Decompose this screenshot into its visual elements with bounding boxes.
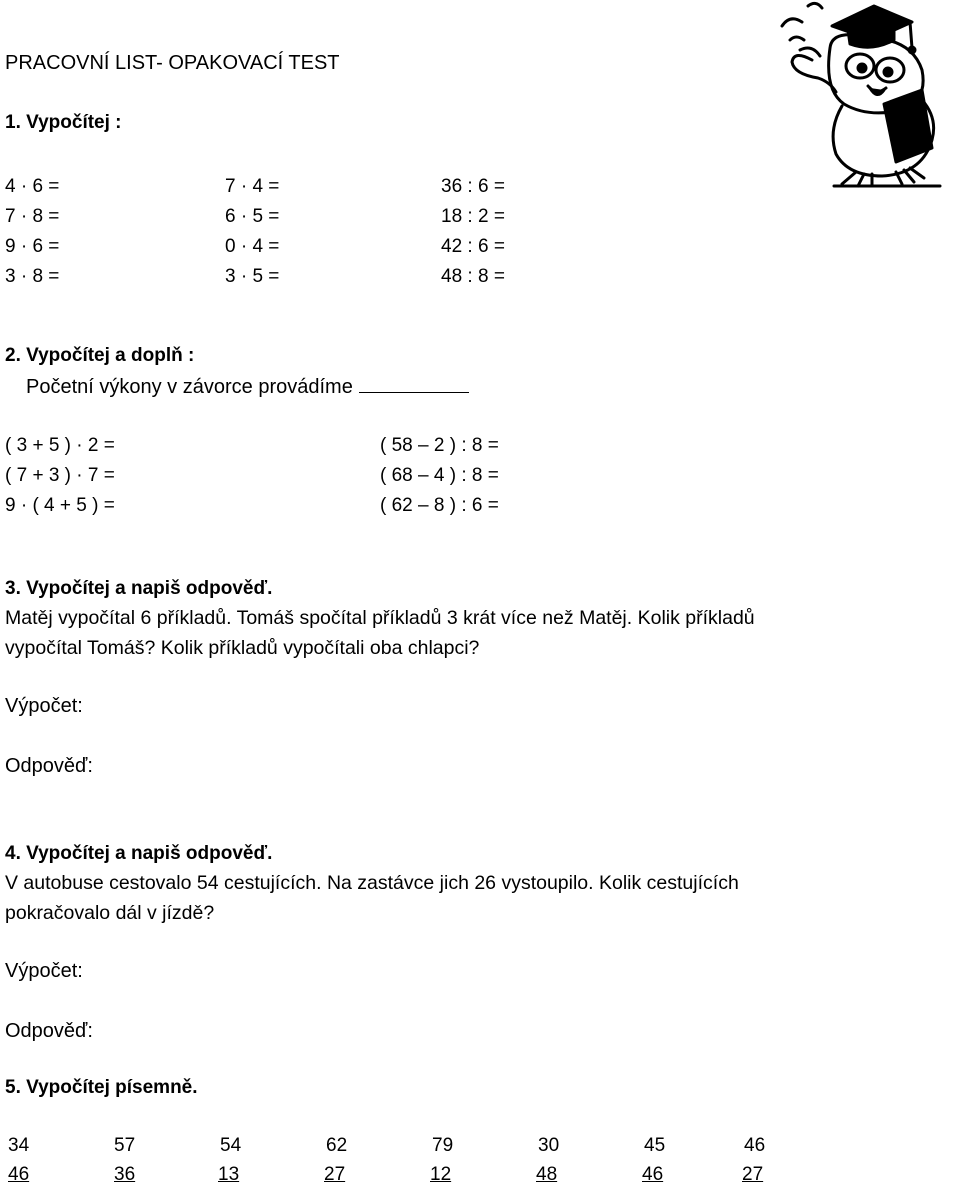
page-title: PRACOVNÍ LIST- OPAKOVACÍ TEST [5, 52, 340, 74]
exercise: 3 · 5 = [225, 266, 280, 287]
top-number: 79 [432, 1135, 454, 1156]
exercise: 48 : 8 = [441, 266, 505, 287]
top-number: 30 [538, 1135, 560, 1156]
exercise: 0 · 4 = [225, 236, 280, 257]
exercise: 36 : 6 = [441, 176, 505, 197]
top-number: 46 [744, 1135, 766, 1156]
task3-text-line1: Matěj vypočítal 6 příkladů. Tomáš spočítal příkladů 3 krát více než Matěj. Kolik příkladů [5, 607, 755, 629]
exercise: 7 · 8 = [5, 206, 60, 227]
top-number: 62 [326, 1135, 348, 1156]
task4-answer-label: Odpověď: [5, 1020, 93, 1042]
bottom-number: 13 [218, 1164, 240, 1185]
top-number: 57 [114, 1135, 136, 1156]
task4-text-line2: pokračovalo dál v jízdě? [5, 902, 215, 924]
task2-heading: 2. Vypočítej a doplň : [5, 345, 195, 366]
task1-col2 [225, 172, 279, 292]
exercise: ( 3 + 5 ) · 2 = [5, 435, 115, 456]
top-number: 45 [644, 1135, 666, 1156]
exercise: ( 68 – 4 ) : 8 = [380, 465, 499, 486]
task3-answer-label: Odpověď: [5, 755, 93, 777]
task3-calc-label: Výpočet: [5, 695, 83, 717]
task2-col2 [380, 431, 499, 521]
bottom-number: 27 [742, 1164, 764, 1185]
top-number: 34 [8, 1135, 30, 1156]
task1-col1 [5, 172, 59, 292]
exercise: ( 7 + 3 ) · 7 = [5, 465, 115, 486]
answer-blank [359, 374, 469, 393]
task4-calc-label: Výpočet: [5, 960, 83, 982]
task2-subtitle [26, 374, 469, 399]
exercise: 9 · 6 = [5, 236, 60, 257]
bottom-number: 48 [536, 1164, 558, 1185]
exercise: 9 · ( 4 + 5 ) = [5, 495, 115, 516]
task3-heading: 3. Vypočítej a napiš odpověď. [5, 578, 273, 599]
exercise: ( 58 – 2 ) : 8 = [380, 435, 499, 456]
exercise: 6 · 5 = [225, 206, 280, 227]
owl-with-graduation-cap-icon [772, 0, 960, 190]
task5-heading: 5. Vypočítej písemně. [5, 1077, 198, 1098]
exercise: 42 : 6 = [441, 236, 505, 257]
exercise: 3 · 8 = [5, 266, 60, 287]
bottom-number: 36 [114, 1164, 136, 1185]
task1-col3 [441, 172, 505, 292]
exercise: 18 : 2 = [441, 206, 505, 227]
task3-text-line2: vypočítal Tomáš? Kolik příkladů vypočítali oba chlapci? [5, 637, 480, 659]
task4-heading: 4. Vypočítej a napiš odpověď. [5, 843, 273, 864]
bottom-number: 27 [324, 1164, 346, 1185]
bottom-number: 46 [642, 1164, 664, 1185]
task4-text-line1: V autobuse cestovalo 54 cestujících. Na zastávce jich 26 vystoupilo. Kolik cestujících [5, 872, 739, 894]
bottom-number: 12 [430, 1164, 452, 1185]
task2-subtitle-text: Početní výkony v závorce provádíme [26, 376, 353, 398]
task1-heading: 1. Vypočítej : [5, 112, 122, 133]
exercise: 4 · 6 = [5, 176, 60, 197]
exercise: 7 · 4 = [225, 176, 280, 197]
bottom-number: 46 [8, 1164, 30, 1185]
top-number: 54 [220, 1135, 242, 1156]
task2-col1 [5, 431, 115, 521]
exercise: ( 62 – 8 ) : 6 = [380, 495, 499, 516]
